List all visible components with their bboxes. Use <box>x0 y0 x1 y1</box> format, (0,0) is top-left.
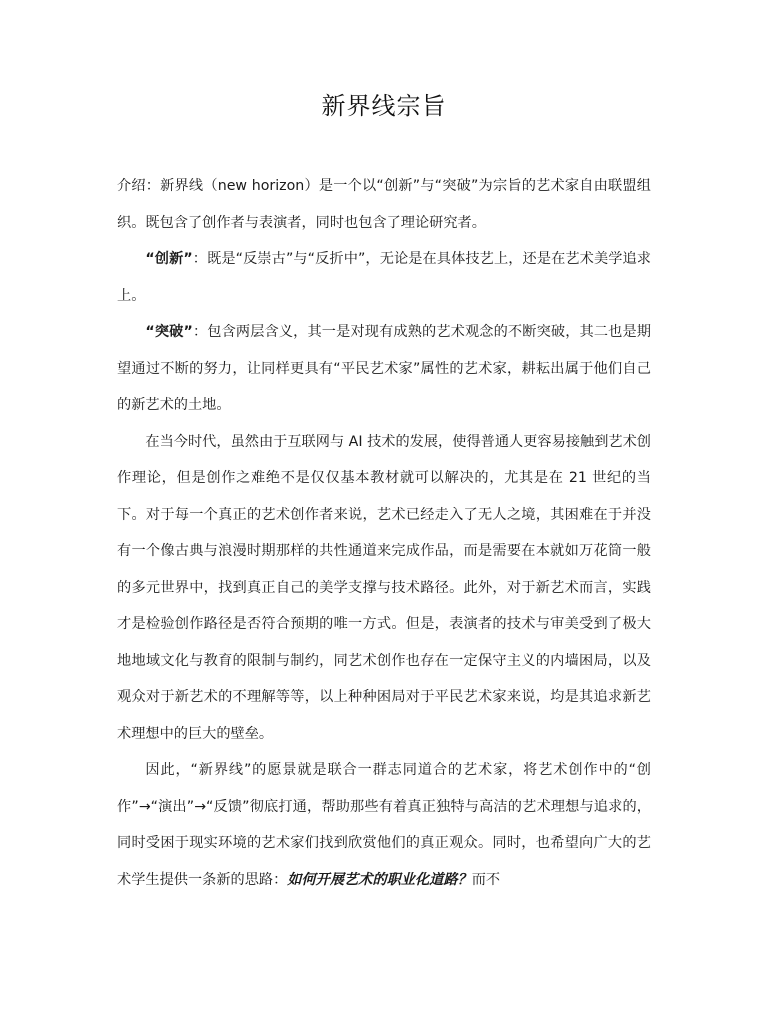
breakthrough-term: “突破” <box>145 324 193 340</box>
innovation-text: ：既是“反崇古”与“反折中”，无论是在具体技艺上，还是在艺术美学追求上。 <box>117 251 651 304</box>
vision-paragraph <box>117 752 651 898</box>
breakthrough-text: ：包含两层含义，其一是对现有成熟的艺术观念的不断突破，其二也是期望通过不断的努力，让同样更具有“平民艺术家”属性的艺术家，耕耘出属于他们自己的新艺术的土地。 <box>117 324 651 413</box>
innovation-term: “创新” <box>145 251 193 267</box>
vision-question: 如何开展艺术的职业化道路？ <box>287 871 472 888</box>
document-body <box>117 168 651 898</box>
intro-paragraph: 介绍：新界线（new horizon）是一个以“创新”与“突破”为宗旨的艺术家自由联盟组织。既包含了创作者与表演者，同时也包含了理论研究者。 <box>117 178 651 231</box>
era-paragraph: 在当今时代，虽然由于互联网与 AI 技术的发展，使得普通人更容易接触到艺术创作理论，但是创作之难绝不是仅仅基本教材就可以解决的，尤其是在 21 世纪的当下。对于每一个真正的艺术创作者来说，艺术已经走入了无人之境，其困难在于并没有一个像古典与浪漫时期那样的共性通道来完成作品，而是需要在本就如万花筒一般的多元世界中，找到真正自己的美学支撑与技术路径。此外，对于新艺术而言，实践才是检验创作路径是否符合预期的唯一方式。但是，表演者的技术与审美受到了极大地地域文化与教育的限制与制约，同艺术创作也存在一定保守主义的内墙困局，以及观众对于新艺术的不理解等等，以上种种困局对于平民艺术家来说，均是其追求新艺术理想中的巨大的壁垒。 <box>117 433 651 742</box>
vision-text: 因此，“新界线”的愿景就是联合一群志同道合的艺术家，将艺术创作中的“创作”→“演出”→“反馈”彻底打通，帮助那些有着真正独特与高洁的艺术理想与追求的，同时受困于现实环境的艺术家们找到欣赏他们的真正观众。同时，也希望向广大的艺术学生提供一条新的思路： <box>117 762 651 888</box>
vision-tail: 而不 <box>471 871 501 888</box>
innovation-paragraph <box>117 241 651 314</box>
document-title: 新界线宗旨 <box>321 92 447 120</box>
breakthrough-paragraph <box>117 314 651 424</box>
